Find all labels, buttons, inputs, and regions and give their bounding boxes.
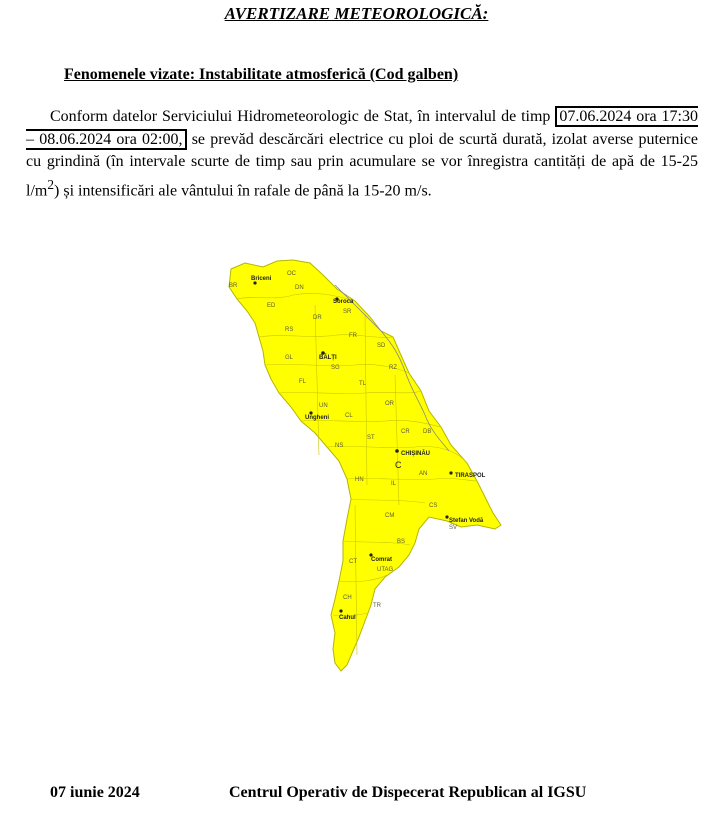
moldova-map	[215, 255, 505, 675]
district-oc: OC	[287, 271, 296, 277]
district-st: ST	[367, 435, 375, 441]
district-tr: TR	[373, 603, 381, 609]
district-dr: DR	[313, 315, 322, 321]
district-ct: CT	[349, 559, 357, 565]
district-rs: RS	[285, 327, 294, 333]
district-gl: GL	[285, 355, 294, 361]
footer-organization: Centrul Operativ de Dispecerat Republican al IGSU	[229, 784, 587, 801]
city-chisinau: CHIȘINĂU	[401, 451, 431, 457]
superscript-2: 2	[47, 176, 55, 192]
district-db: DB	[423, 429, 432, 435]
district-ch: CH	[343, 595, 352, 601]
paragraph-end: ) și intensificări ale vântului în rafale de până la 15-20 m/s.	[54, 181, 432, 199]
city-tiraspol: TIRASPOL	[455, 473, 486, 479]
district-fl: FL	[299, 379, 307, 385]
city-balti: BĂLȚI	[319, 355, 337, 361]
district-br: BR	[229, 283, 238, 289]
district-sr: SR	[343, 309, 352, 315]
city-stefan-voda: Ștefan Vodă	[449, 518, 484, 524]
time-interval-highlight: 07.06.2024 ora 17:30 – 08.06.2024 ora 02:00,	[26, 108, 698, 148]
district-an: AN	[419, 471, 428, 477]
district-bs: BS	[397, 539, 406, 545]
district-sd: SD	[377, 343, 386, 349]
district-hn: HN	[355, 477, 364, 483]
district-rz: RZ	[389, 365, 397, 371]
district-sg: SG	[331, 365, 340, 371]
district-tl: TL	[359, 381, 367, 387]
city-ungheni: Ungheni	[305, 415, 329, 421]
district-fr: FR	[349, 333, 357, 339]
district-cm: CM	[385, 513, 395, 519]
district-cr: CR	[401, 429, 410, 435]
district-ed: ED	[267, 303, 276, 309]
district-sv: SV	[449, 525, 458, 531]
city-soroca: Soroca	[333, 299, 354, 305]
city-briceni: Briceni	[251, 276, 272, 282]
paragraph-intro: Conform datelor Serviciului Hidrometeorologic de Stat, în intervalul de timp	[50, 108, 556, 125]
warning-paragraph	[26, 106, 698, 202]
document-title: AVERTIZARE METEOROLOGICĂ:	[224, 4, 489, 23]
footer-date: 07 iunie 2024	[50, 784, 140, 801]
city-comrat: Comrat	[371, 557, 393, 563]
district-cs: CS	[429, 503, 438, 509]
district-cl: CL	[345, 413, 353, 419]
district-un: UN	[319, 403, 328, 409]
document-subtitle: Fenomenele vizate: Instabilitate atmosferică (Cod galben)	[64, 66, 459, 83]
district-dn: DN	[295, 285, 304, 291]
city-cahul: Cahul	[339, 615, 356, 621]
paragraph-details: se prevăd descărcări electrice cu ploi de scurtă durată, izolat averse puternice cu grindină (în intervale scurte de timp sau prin acumulare se vor înregistra cantități de apă de 15-25 l/m	[26, 130, 699, 199]
district-il: IL	[391, 481, 397, 487]
district-or: OR	[385, 401, 394, 407]
district-ns: NS	[335, 443, 344, 449]
capital-marker: C	[395, 460, 402, 470]
district-utag: UTAG	[377, 567, 394, 573]
